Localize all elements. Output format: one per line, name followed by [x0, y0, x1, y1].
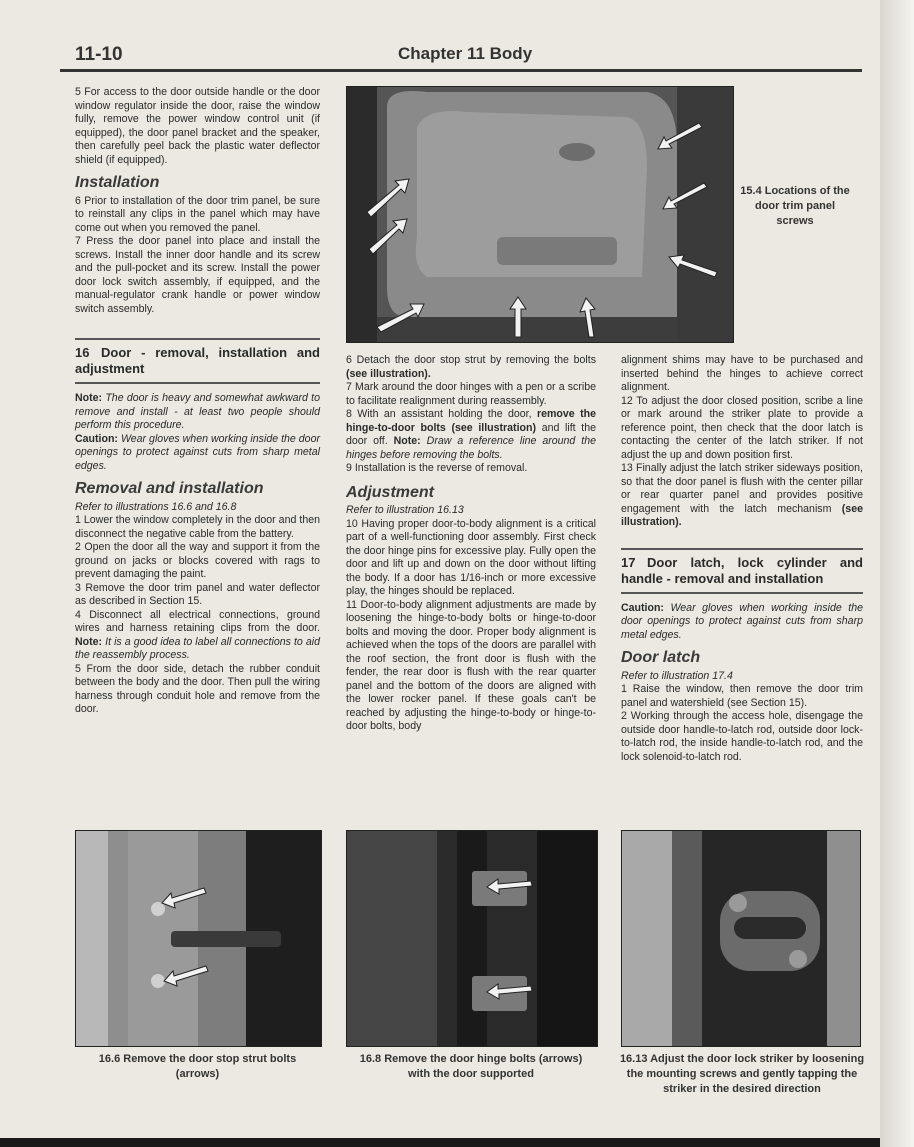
step-16-2: 2 Open the door all the way and support it from the ground on jacks or blocks covered with rags to prevent damaging the paint.: [75, 541, 320, 580]
step-16-4-text: 4 Disconnect all electrical connections, ground wires and harness retaining clips from the door.: [75, 608, 320, 634]
step-16-12: 12 To adjust the door closed position, scribe a line or mark around the striker plate to provide a reference point, then check that the door latch is contacting the center of the latch striker. If not adjust the up and down position first.: [621, 394, 863, 461]
header-rule: [60, 69, 862, 72]
step-16-13: [621, 462, 863, 530]
section-16-number: 16: [75, 345, 90, 360]
step-16-11: 11 Door-to-body alignment adjustments are made by loosening the hinge-to-body bolts or hinge-to-door bolts and moving the door. Proper body alignment is achieved when the tops of the doors are parallel with the roof section, the front door is flush with the fender, the rear door is flush with the rear quarter panel and the bottom of the doors are aligned with the lower rocker panel. If these goals can't be reached by adjusting the hinge-to-body or hinge-to-door bolts, body: [346, 598, 596, 732]
step-17-1: 1 Raise the window, then remove the door trim panel and watershield (see Section 15).: [621, 683, 863, 709]
section-16-heading: [75, 338, 320, 384]
caption-16-8: 16.8 Remove the door hinge bolts (arrows) with the door supported: [359, 1053, 583, 1080]
page-edge: [880, 0, 914, 1147]
step-17-2: 2 Working through the access hole, disengage the outside door handle-to-latch rod, outside door lock-to-latch rod, the inside handle-to-latch rod, and the lock solenoid-to-latch rod.: [621, 710, 863, 763]
caution-17-label: Caution:: [621, 601, 664, 614]
figure-15-4-photo: [346, 86, 734, 343]
adjustment-heading: Adjustment: [346, 483, 434, 501]
column-3: [621, 354, 863, 764]
caution-17-text: Wear gloves when working inside the door openings to protect against cuts from sharp metal edges.: [621, 601, 863, 641]
column-1: [75, 86, 320, 717]
section-16-title: Door - removal, installation and adjustment: [75, 345, 320, 376]
door-latch-heading: Door latch: [621, 649, 701, 666]
note-16: [75, 392, 320, 433]
step-16-4-note-label: Note:: [75, 635, 103, 648]
step-16-13-ref: (see illustration).: [621, 502, 863, 528]
step-16-8: [346, 408, 596, 462]
removal-ref: Refer to illustrations 16.6 and 16.8: [75, 500, 237, 513]
section-17-heading: [621, 548, 863, 594]
installation-heading: Installation: [75, 174, 160, 191]
paragraph-15-7: 7 Press the door panel into place and install the screws. Install the inner door handle and its screw and the pull-pocket and its screw. Install the power door lock switch assembly, if equipped, and the manual-regulator crank handle or power window switch assembly.: [75, 235, 320, 315]
step-16-5: 5 From the door side, detach the rubber conduit between the body and the door. Then pull the wiring harness through conduit hole and remove from the door.: [75, 662, 320, 715]
step-16-13-text: 13 Finally adjust the latch striker sideways position, so that the door panel is flush with the center pillar or rear quarter panel and provides positive engagement with the latch mechanism: [621, 462, 863, 515]
step-16-8-note-label: Note:: [393, 435, 421, 447]
step-16-3: 3 Remove the door trim panel and water deflector as described in Section 15.: [75, 581, 320, 607]
caption-15-4: 15.4 Locations of the door trim panel screws: [740, 185, 850, 227]
section-17-title: Door latch, lock cylinder and handle - removal and installation: [621, 554, 863, 586]
caution-text: Wear gloves when working inside the door openings to protect against cuts from sharp metal edges.: [75, 432, 320, 472]
step-16-8-c: and lift the door off.: [346, 421, 597, 447]
step-16-6-ref: (see illustration).: [346, 367, 431, 380]
step-16-8-note: Draw a reference line around the hinges before removing the bolts.: [346, 435, 596, 461]
caption-16-6: 16.6 Remove the door stop strut bolts (arrows): [98, 1053, 297, 1080]
step-16-8-b: remove the hinge-to-door bolts (see illustration): [346, 408, 596, 434]
step-16-4: [75, 609, 320, 663]
paragraph-15-6: 6 Prior to installation of the door trim panel, be sure to reinstall any clips in the panel which may have come out when you removed the panel.: [75, 194, 320, 234]
step-16-7: 7 Mark around the door hinges with a pen or a scribe to facilitate realignment during reassembly.: [346, 381, 596, 407]
column-2: [346, 354, 596, 734]
removal-heading: Removal and installation: [75, 480, 264, 497]
step-16-4-note: It is a good idea to label all connections to aid the reassembly process.: [75, 635, 320, 661]
caution-17: [621, 602, 863, 643]
section-17-number: 17: [621, 554, 636, 570]
page-number: 11-10: [75, 44, 123, 65]
caution-16: [75, 433, 320, 474]
paragraph-15-5: 5 For access to the door outside handle or the door window regulator inside the door, raise the window fully, remove the power window control unit (if equipped), the door panel bracket and the speaker, then carefully peel back the plastic water deflector shield (if equipped).: [75, 86, 320, 166]
door-latch-ref: Refer to illustration 17.4: [621, 669, 733, 682]
note-text: The door is heavy and somewhat awkward to remove and install - at least two people should perform this procedure.: [75, 392, 320, 431]
caution-label: Caution:: [75, 432, 118, 445]
step-16-1: 1 Lower the window completely in the door and then disconnect the negative cable from the battery.: [75, 514, 320, 540]
adjustment-ref: Refer to illustration 16.13: [346, 504, 464, 516]
caption-16-13: 16.13 Adjust the door lock striker by loosening the mounting screws and gently tapping the striker in the desired direction: [619, 1053, 865, 1095]
chapter-title: Chapter 11 Body: [398, 44, 533, 63]
step-16-6: [346, 354, 596, 381]
figure-16-13-photo: [621, 830, 861, 1047]
figure-16-6-photo: [75, 830, 322, 1047]
bottom-border: [0, 1138, 880, 1147]
step-16-9: 9 Installation is the reverse of removal.: [346, 462, 528, 474]
note-label: Note:: [75, 392, 103, 404]
step-16-6-text: 6 Detach the door stop strut by removing the bolts: [346, 354, 596, 366]
figure-16-8-photo: [346, 830, 598, 1047]
step-16-8-a: 8 With an assistant holding the door,: [346, 408, 532, 420]
step-16-10: 10 Having proper door-to-body alignment is a critical part of a well-functioning door assembly. First check the door hinge pins for excessive play. Fully open the door and lift up and down on the door without lifting the body. If a door has 1/16-inch or more excessive play, the hinges should be replaced.: [346, 517, 596, 597]
step-16-11-cont: alignment shims may have to be purchased and inserted behind the hinges to achieve correct alignment.: [621, 354, 863, 393]
